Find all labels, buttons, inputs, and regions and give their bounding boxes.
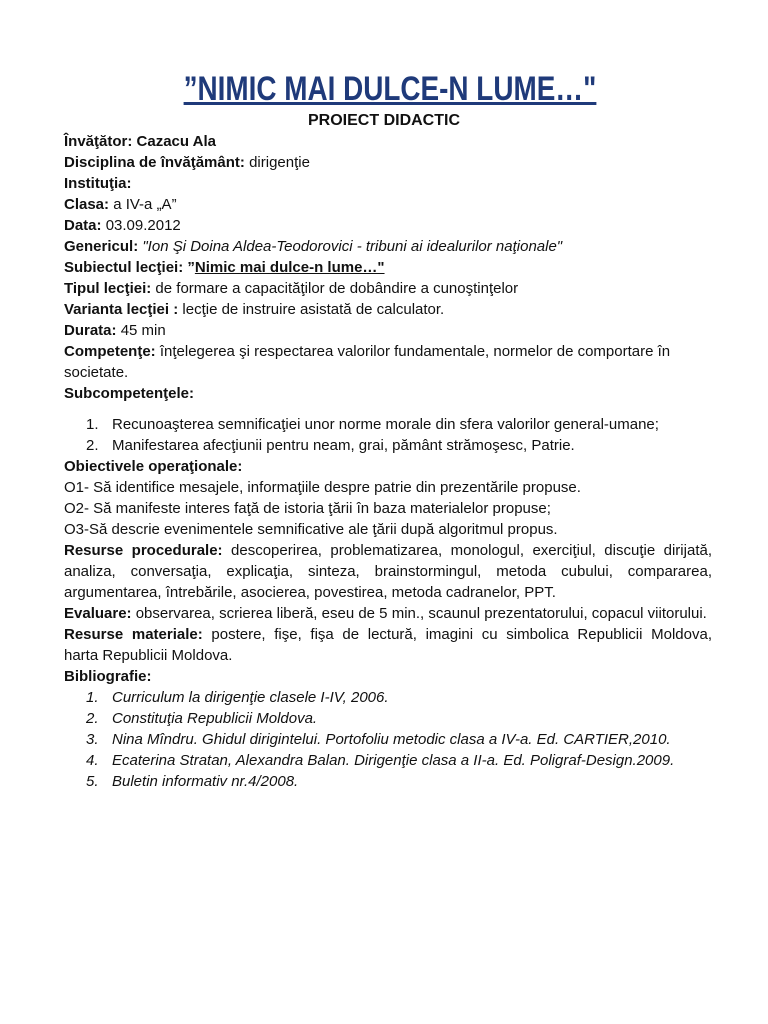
list-item (64, 687, 712, 708)
list-item-text: Manifestarea afecţiunii pentru neam, grai, pământ strămoşesc, Patrie. (112, 437, 575, 454)
date-label: Data: (64, 217, 102, 234)
date-value: 03.09.2012 (105, 217, 181, 234)
list-item (64, 750, 712, 771)
discipline-line (64, 152, 712, 173)
list-item (64, 708, 712, 729)
list-item-number: 2. (86, 437, 99, 454)
generic-value: "Ion Şi Doina Aldea-Teodorovici - tribuni ai idealurilor naţionale" (142, 238, 563, 255)
lesson-type-line (64, 278, 712, 299)
objective-item: O2- Să manifeste interes faţă de istoria ţării în baza materialelor propuse; (64, 500, 551, 517)
discipline-label: Disciplina de învăţământ: (64, 154, 245, 171)
list-item-number: 5. (86, 773, 99, 790)
procedural-resources-text-1: descoperirea, problematizarea, monologul, exerciţiul, discuţie dirijată, (231, 542, 712, 559)
teacher-line (64, 131, 712, 152)
generic-line (64, 236, 712, 257)
bibliography-heading (64, 666, 712, 687)
material-resources-line (64, 624, 712, 645)
procedural-resources-label: Resurse procedurale: (64, 542, 223, 559)
list-item (64, 771, 712, 792)
procedural-resources-line-3 (64, 582, 712, 603)
competences-text-1: înţelegerea şi respectarea valorilor fundamentale, normelor de comportare în (159, 343, 671, 360)
evaluation-line (64, 603, 712, 624)
list-item-text: Buletin informativ nr.4/2008. (112, 773, 299, 790)
document-body (64, 131, 712, 792)
subcompetences-list (64, 414, 712, 456)
list-item-number: 3. (86, 731, 99, 748)
discipline-value: dirigenţie (249, 154, 310, 171)
list-item-number: 1. (86, 689, 99, 706)
procedural-resources-line (64, 540, 712, 561)
duration-line (64, 320, 712, 341)
procedural-resources-line-2 (64, 561, 712, 582)
subject-label: Subiectul lecţiei: (64, 259, 184, 276)
competences-line-2 (64, 362, 712, 383)
lesson-type-label: Tipul lecţiei: (64, 280, 152, 297)
bibliography-label: Bibliografie: (64, 668, 152, 685)
page-title: ”NIMIC MAI DULCE-N LUME…" (183, 70, 597, 108)
subcompetences-label: Subcompetenţele: (64, 385, 195, 402)
institution-line (64, 173, 712, 194)
class-line (64, 194, 712, 215)
objectives-label: Obiectivele operaţionale: (64, 458, 243, 475)
list-item-number: 2. (86, 710, 99, 727)
subject-line (64, 257, 712, 278)
subject-quote-open: ” (187, 259, 195, 276)
list-item-text: Recunoaşterea semnificaţiei unor norme morale din sfera valorilor general-umane; (112, 416, 659, 433)
institution-label: Instituţia: (64, 175, 132, 192)
list-item-text: Ecaterina Stratan, Alexandra Balan. Dirigenţie clasa a II-a. Ed. Poligraf-Design.2009. (112, 752, 675, 769)
class-value: a IV-a „A” (113, 196, 177, 213)
list-item (64, 729, 712, 750)
evaluation-value: observarea, scrierea liberă, eseu de 5 min., scaunul prezentatorului, copacul viitorului. (135, 605, 707, 622)
variant-label: Varianta lecţiei : (64, 301, 179, 318)
lesson-type-value: de formare a capacităţilor de dobândire a cunoştinţelor (155, 280, 519, 297)
duration-label: Durata: (64, 322, 117, 339)
evaluation-label: Evaluare: (64, 605, 132, 622)
list-item-text: Nina Mîndru. Ghidul diriginteluі. Portofoliu metodic clasa a IV-a. Ed. CARTIER,2010. (112, 731, 671, 748)
list-item-number: 4. (86, 752, 99, 769)
competences-text-2: societate. (64, 364, 129, 381)
material-resources-label: Resurse materiale: (64, 626, 203, 643)
duration-value: 45 min (120, 322, 166, 339)
material-resources-line-2 (64, 645, 712, 666)
teacher-value: Cazacu Ala (136, 133, 216, 150)
material-resources-text-2: harta Republicii Moldova. (64, 647, 233, 664)
generic-label: Genericul: (64, 238, 139, 255)
competences-line (64, 341, 712, 362)
list-item (64, 414, 712, 435)
spacer (64, 404, 712, 414)
variant-line (64, 299, 712, 320)
objective-item: O3-Să descrie evenimentele semnificative ale ţării după algoritmul propus. (64, 521, 558, 538)
subcompetences-heading (64, 383, 712, 404)
list-item-text: Constituţia Republicii Moldova. (112, 710, 318, 727)
procedural-resources-text-3: argumentarea, întrebările, asocierea, povestirea, metoda cadranelor, PPT. (64, 584, 556, 601)
bibliography-list (64, 687, 712, 792)
procedural-resources-text-2: analiza, conversaţia, explicaţia, sinteza, brainstormingul, metoda cubului, compararea, (64, 563, 712, 580)
objectives-heading (64, 456, 712, 477)
list-item (64, 435, 712, 456)
list-item-text: Curriculum la dirigenţie clasele I-IV, 2006. (112, 689, 389, 706)
list-item-number: 1. (86, 416, 99, 433)
document-subtitle: PROIECT DIDACTIC (308, 112, 460, 129)
subject-value: Nimic mai dulce-n lume…" (194, 259, 385, 276)
class-label: Clasa: (64, 196, 110, 213)
date-line (64, 215, 712, 236)
objective-item: O1- Să identifice mesajele, informaţiile despre patrie din prezentările propuse. (64, 479, 581, 496)
teacher-label: Învăţător: (64, 133, 133, 150)
material-resources-text-1: postere, fişe, fişa de lectură, imagini cu simbolica Republicii Moldova, (211, 626, 712, 643)
competences-label: Competenţe: (64, 343, 156, 360)
variant-value: lecţie de instruire asistată de calculator. (182, 301, 445, 318)
